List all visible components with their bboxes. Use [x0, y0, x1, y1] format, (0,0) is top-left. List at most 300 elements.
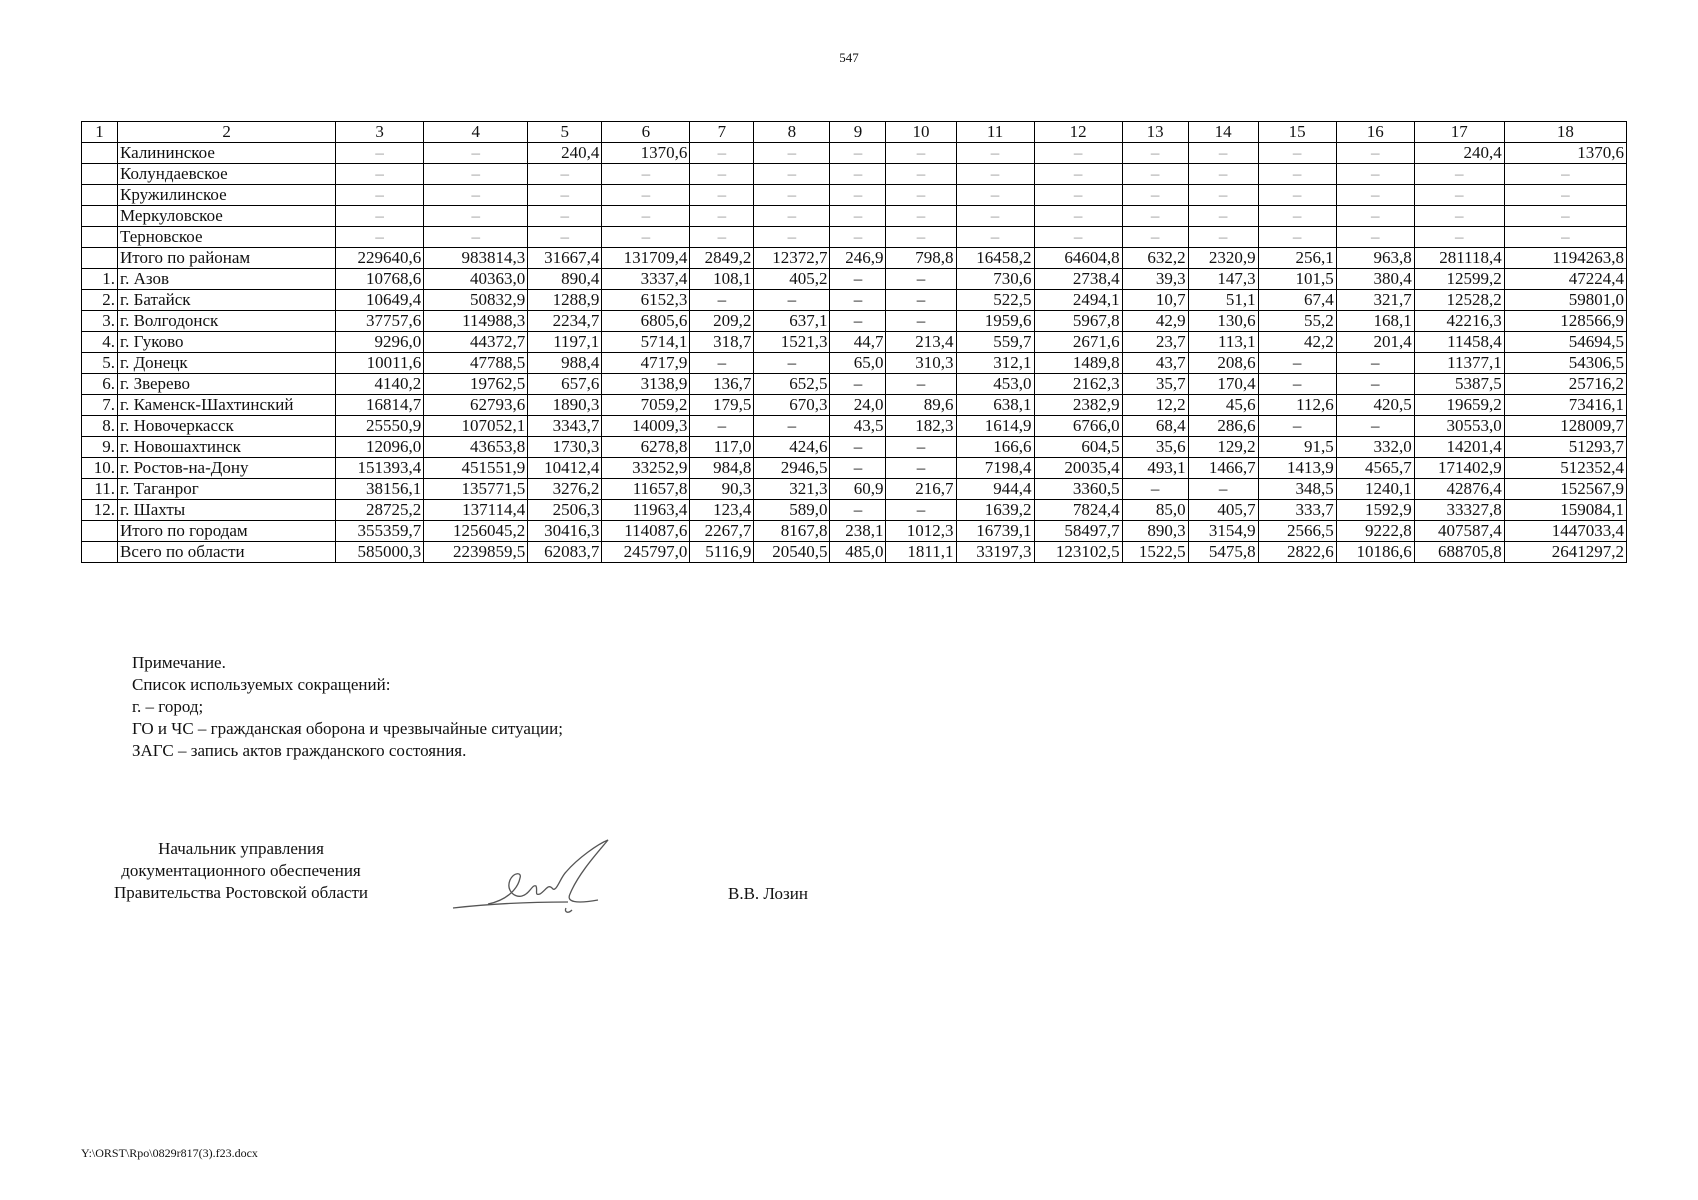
value-cell: 240,4 [528, 143, 602, 164]
row-number: 12. [82, 500, 118, 521]
value-cell: – [690, 164, 754, 185]
value-cell: – [886, 437, 956, 458]
value-cell: 42216,3 [1414, 311, 1504, 332]
value-cell: 333,7 [1258, 500, 1336, 521]
value-cell: 10768,6 [336, 269, 424, 290]
column-number: 6 [602, 122, 690, 143]
column-number: 3 [336, 122, 424, 143]
value-cell: – [886, 206, 956, 227]
value-cell: 19762,5 [424, 374, 528, 395]
value-cell: – [1336, 227, 1414, 248]
value-cell: 12599,2 [1414, 269, 1504, 290]
value-cell: 245797,0 [602, 542, 690, 563]
value-cell: – [1336, 164, 1414, 185]
value-cell: 170,4 [1188, 374, 1258, 395]
value-cell: 42,9 [1122, 311, 1188, 332]
value-cell: – [1504, 227, 1626, 248]
value-cell: 45,6 [1188, 395, 1258, 416]
row-name: г. Батайск [118, 290, 336, 311]
value-cell: – [1034, 143, 1122, 164]
value-cell: 43653,8 [424, 437, 528, 458]
value-cell: 10412,4 [528, 458, 602, 479]
column-number: 5 [528, 122, 602, 143]
value-cell: 246,9 [830, 248, 886, 269]
value-cell: 3138,9 [602, 374, 690, 395]
value-cell: 128566,9 [1504, 311, 1626, 332]
value-cell: 12372,7 [754, 248, 830, 269]
value-cell: 890,3 [1122, 521, 1188, 542]
value-cell: 240,4 [1414, 143, 1504, 164]
value-cell: – [830, 143, 886, 164]
value-cell: 451551,9 [424, 458, 528, 479]
position-line: документационного обеспечения [121, 861, 361, 880]
value-cell: 136,7 [690, 374, 754, 395]
value-cell: 688705,8 [1414, 542, 1504, 563]
value-cell: 984,8 [690, 458, 754, 479]
value-cell: 2641297,2 [1504, 542, 1626, 563]
row-number [82, 185, 118, 206]
value-cell: 637,1 [754, 311, 830, 332]
value-cell: 4140,2 [336, 374, 424, 395]
value-cell: – [754, 290, 830, 311]
column-number: 7 [690, 122, 754, 143]
value-cell: 108,1 [690, 269, 754, 290]
table-row [82, 290, 1627, 311]
value-cell: – [830, 164, 886, 185]
column-number: 1 [82, 122, 118, 143]
value-cell: – [956, 227, 1034, 248]
value-cell: 2239859,5 [424, 542, 528, 563]
value-cell: 62083,7 [528, 542, 602, 563]
table-row [82, 164, 1627, 185]
value-cell: 123102,5 [1034, 542, 1122, 563]
row-number: 6. [82, 374, 118, 395]
value-cell: 10186,6 [1336, 542, 1414, 563]
value-cell: – [1122, 206, 1188, 227]
table-row [82, 248, 1627, 269]
value-cell: 58497,7 [1034, 521, 1122, 542]
value-cell: 64604,8 [1034, 248, 1122, 269]
value-cell: – [956, 185, 1034, 206]
row-number [82, 542, 118, 563]
value-cell: 28725,2 [336, 500, 424, 521]
table-row [82, 269, 1627, 290]
value-cell: 130,6 [1188, 311, 1258, 332]
value-cell: 35,7 [1122, 374, 1188, 395]
data-table [81, 121, 1627, 563]
value-cell: 51,1 [1188, 290, 1258, 311]
value-cell: – [424, 164, 528, 185]
column-number: 10 [886, 122, 956, 143]
value-cell: 44372,7 [424, 332, 528, 353]
value-cell: 33197,3 [956, 542, 1034, 563]
value-cell: – [1258, 374, 1336, 395]
position-line: Правительства Ростовской области [114, 883, 368, 902]
value-cell: – [602, 164, 690, 185]
value-cell: 14201,4 [1414, 437, 1504, 458]
value-cell: 3343,7 [528, 416, 602, 437]
value-cell: 50832,9 [424, 290, 528, 311]
value-cell: 522,5 [956, 290, 1034, 311]
value-cell: 1197,1 [528, 332, 602, 353]
value-cell: 1370,6 [1504, 143, 1626, 164]
value-cell: – [1122, 479, 1188, 500]
signatory-position [81, 838, 401, 904]
value-cell: 14009,3 [602, 416, 690, 437]
value-cell: 890,4 [528, 269, 602, 290]
value-cell: 11963,4 [602, 500, 690, 521]
row-number: 7. [82, 395, 118, 416]
value-cell: 42,2 [1258, 332, 1336, 353]
value-cell: – [1336, 143, 1414, 164]
value-cell: 47788,5 [424, 353, 528, 374]
value-cell: 43,5 [830, 416, 886, 437]
value-cell: 5967,8 [1034, 311, 1122, 332]
value-cell: 380,4 [1336, 269, 1414, 290]
value-cell: 2320,9 [1188, 248, 1258, 269]
value-cell: 60,9 [830, 479, 886, 500]
value-cell: – [754, 416, 830, 437]
value-cell: – [754, 143, 830, 164]
value-cell: – [602, 206, 690, 227]
value-cell: 1730,3 [528, 437, 602, 458]
value-cell: – [886, 458, 956, 479]
value-cell: 988,4 [528, 353, 602, 374]
value-cell: – [690, 353, 754, 374]
value-cell: 42876,4 [1414, 479, 1504, 500]
value-cell: 62793,6 [424, 395, 528, 416]
row-number [82, 227, 118, 248]
value-cell: – [690, 416, 754, 437]
column-number: 14 [1188, 122, 1258, 143]
row-number: 11. [82, 479, 118, 500]
value-cell: 332,0 [1336, 437, 1414, 458]
value-cell: – [336, 206, 424, 227]
value-cell: – [1504, 206, 1626, 227]
table-row [82, 332, 1627, 353]
value-cell: – [1188, 206, 1258, 227]
value-cell: 11657,8 [602, 479, 690, 500]
row-name: г. Донецк [118, 353, 336, 374]
table-row [82, 479, 1627, 500]
value-cell: 35,6 [1122, 437, 1188, 458]
value-cell: – [1258, 416, 1336, 437]
value-cell: 348,5 [1258, 479, 1336, 500]
value-cell: – [1258, 206, 1336, 227]
value-cell: – [1034, 185, 1122, 206]
value-cell: – [1258, 353, 1336, 374]
value-cell: – [336, 185, 424, 206]
notes [132, 652, 563, 762]
value-cell: 310,3 [886, 353, 956, 374]
value-cell: 3360,5 [1034, 479, 1122, 500]
value-cell: 213,4 [886, 332, 956, 353]
value-cell: – [886, 500, 956, 521]
value-cell: 1959,6 [956, 311, 1034, 332]
value-cell: – [830, 437, 886, 458]
row-name: г. Новошахтинск [118, 437, 336, 458]
value-cell: 632,2 [1122, 248, 1188, 269]
value-cell: – [1188, 479, 1258, 500]
value-cell: 2822,6 [1258, 542, 1336, 563]
value-cell: – [956, 206, 1034, 227]
row-name: г. Новочеркасск [118, 416, 336, 437]
value-cell: 1614,9 [956, 416, 1034, 437]
table-row [82, 374, 1627, 395]
value-cell: 33327,8 [1414, 500, 1504, 521]
value-cell: 54694,5 [1504, 332, 1626, 353]
value-cell: 2382,9 [1034, 395, 1122, 416]
value-cell: 171402,9 [1414, 458, 1504, 479]
value-cell: – [886, 269, 956, 290]
value-cell: 65,0 [830, 353, 886, 374]
value-cell: 11458,4 [1414, 332, 1504, 353]
value-cell: 1256045,2 [424, 521, 528, 542]
value-cell: 37757,6 [336, 311, 424, 332]
abbrev-title: Список используемых сокращений: [132, 675, 391, 694]
value-cell: 963,8 [1336, 248, 1414, 269]
value-cell: 559,7 [956, 332, 1034, 353]
value-cell: 33252,9 [602, 458, 690, 479]
value-cell: 798,8 [886, 248, 956, 269]
value-cell: – [956, 143, 1034, 164]
column-number: 13 [1122, 122, 1188, 143]
value-cell: 40363,0 [424, 269, 528, 290]
value-cell: 2738,4 [1034, 269, 1122, 290]
table-row [82, 395, 1627, 416]
value-cell: 2946,5 [754, 458, 830, 479]
note-line: ЗАГС – запись актов гражданского состояния. [132, 741, 467, 760]
value-cell: 113,1 [1188, 332, 1258, 353]
value-cell: – [602, 185, 690, 206]
value-cell: – [886, 143, 956, 164]
value-cell: 151393,4 [336, 458, 424, 479]
value-cell: 405,2 [754, 269, 830, 290]
value-cell: 1489,8 [1034, 353, 1122, 374]
row-number: 8. [82, 416, 118, 437]
row-number: 5. [82, 353, 118, 374]
value-cell: 91,5 [1258, 437, 1336, 458]
position-line: Начальник управления [158, 839, 324, 858]
value-cell: 182,3 [886, 416, 956, 437]
value-cell: 424,6 [754, 437, 830, 458]
value-cell: – [830, 500, 886, 521]
value-cell: 1240,1 [1336, 479, 1414, 500]
column-number: 11 [956, 122, 1034, 143]
row-number: 2. [82, 290, 118, 311]
value-cell: 117,0 [690, 437, 754, 458]
value-cell: 4565,7 [1336, 458, 1414, 479]
table-row [82, 416, 1627, 437]
value-cell: – [1504, 185, 1626, 206]
value-cell: – [830, 227, 886, 248]
value-cell: 5475,8 [1188, 542, 1258, 563]
value-cell: 16814,7 [336, 395, 424, 416]
value-cell: 59801,0 [1504, 290, 1626, 311]
value-cell: 1639,2 [956, 500, 1034, 521]
value-cell: 6152,3 [602, 290, 690, 311]
table-row [82, 353, 1627, 374]
value-cell: 944,4 [956, 479, 1034, 500]
row-name: г. Волгодонск [118, 311, 336, 332]
table-row [82, 542, 1627, 563]
value-cell: – [336, 143, 424, 164]
note-line: ГО и ЧС – гражданская оборона и чрезвычайные ситуации; [132, 719, 563, 738]
value-cell: 131709,4 [602, 248, 690, 269]
column-number: 18 [1504, 122, 1626, 143]
value-cell: 25716,2 [1504, 374, 1626, 395]
value-cell: 512352,4 [1504, 458, 1626, 479]
row-name: Итого по районам [118, 248, 336, 269]
value-cell: 6766,0 [1034, 416, 1122, 437]
value-cell: 1890,3 [528, 395, 602, 416]
value-cell: 8167,8 [754, 521, 830, 542]
value-cell: – [754, 206, 830, 227]
value-cell: 1012,3 [886, 521, 956, 542]
value-cell: 321,7 [1336, 290, 1414, 311]
value-cell: 12528,2 [1414, 290, 1504, 311]
value-cell: 11377,1 [1414, 353, 1504, 374]
value-cell: 1413,9 [1258, 458, 1336, 479]
value-cell: – [424, 227, 528, 248]
signer-name: В.В. Лозин [728, 884, 808, 903]
table-row [82, 437, 1627, 458]
value-cell: 208,6 [1188, 353, 1258, 374]
value-cell: 5116,9 [690, 542, 754, 563]
value-cell: 7198,4 [956, 458, 1034, 479]
value-cell: – [1258, 143, 1336, 164]
value-cell: 137114,4 [424, 500, 528, 521]
value-cell: 89,6 [886, 395, 956, 416]
table-row [82, 458, 1627, 479]
file-path: Y:\ORST\Rpo\0829r817(3).f23.docx [81, 1146, 258, 1160]
value-cell: 407587,4 [1414, 521, 1504, 542]
value-cell: – [886, 164, 956, 185]
value-cell: – [1122, 185, 1188, 206]
value-cell: 604,5 [1034, 437, 1122, 458]
value-cell: – [1188, 185, 1258, 206]
row-name: г. Зверево [118, 374, 336, 395]
value-cell: 38156,1 [336, 479, 424, 500]
value-cell: 2494,1 [1034, 290, 1122, 311]
value-cell: 30416,3 [528, 521, 602, 542]
row-name: Колундаевское [118, 164, 336, 185]
value-cell: 1811,1 [886, 542, 956, 563]
value-cell: – [1034, 227, 1122, 248]
column-number: 17 [1414, 122, 1504, 143]
value-cell: 3154,9 [1188, 521, 1258, 542]
row-name: г. Таганрог [118, 479, 336, 500]
value-cell: – [336, 164, 424, 185]
table-row [82, 521, 1627, 542]
value-cell: 12,2 [1122, 395, 1188, 416]
value-cell: – [1258, 227, 1336, 248]
value-cell: – [1258, 164, 1336, 185]
value-cell: 12096,0 [336, 437, 424, 458]
value-cell: 589,0 [754, 500, 830, 521]
value-cell: 123,4 [690, 500, 754, 521]
row-number: 9. [82, 437, 118, 458]
value-cell: 168,1 [1336, 311, 1414, 332]
value-cell: 43,7 [1122, 353, 1188, 374]
value-cell: 166,6 [956, 437, 1034, 458]
row-number [82, 143, 118, 164]
value-cell: 23,7 [1122, 332, 1188, 353]
value-cell: – [830, 458, 886, 479]
value-cell: 20035,4 [1034, 458, 1122, 479]
value-cell: 1194263,8 [1504, 248, 1626, 269]
column-number: 12 [1034, 122, 1122, 143]
value-cell: – [690, 143, 754, 164]
value-cell: 4717,9 [602, 353, 690, 374]
row-number: 4. [82, 332, 118, 353]
value-cell: 420,5 [1336, 395, 1414, 416]
value-cell: – [886, 311, 956, 332]
row-number [82, 164, 118, 185]
value-cell: – [1336, 416, 1414, 437]
value-cell: 1370,6 [602, 143, 690, 164]
value-cell: 114087,6 [602, 521, 690, 542]
value-cell: 114988,3 [424, 311, 528, 332]
value-cell: – [830, 290, 886, 311]
value-cell: 216,7 [886, 479, 956, 500]
value-cell: – [424, 143, 528, 164]
value-cell: – [1188, 227, 1258, 248]
value-cell: 10649,4 [336, 290, 424, 311]
table-row [82, 227, 1627, 248]
value-cell: – [754, 185, 830, 206]
value-cell: – [1336, 374, 1414, 395]
value-cell: – [528, 227, 602, 248]
value-cell: 107052,1 [424, 416, 528, 437]
value-cell: – [754, 353, 830, 374]
value-cell: 10011,6 [336, 353, 424, 374]
row-name: г. Ростов-на-Дону [118, 458, 336, 479]
value-cell: 286,6 [1188, 416, 1258, 437]
value-cell: 135771,5 [424, 479, 528, 500]
value-cell: – [754, 227, 830, 248]
value-cell: 1466,7 [1188, 458, 1258, 479]
value-cell: – [424, 185, 528, 206]
value-cell: 638,1 [956, 395, 1034, 416]
table-row [82, 185, 1627, 206]
note-line: г. – город; [132, 697, 204, 716]
value-cell: – [1188, 143, 1258, 164]
value-cell: 16739,1 [956, 521, 1034, 542]
value-cell: 281118,4 [1414, 248, 1504, 269]
value-cell: 147,3 [1188, 269, 1258, 290]
value-cell: 159084,1 [1504, 500, 1626, 521]
row-number [82, 248, 118, 269]
value-cell: 321,3 [754, 479, 830, 500]
value-cell: 2267,7 [690, 521, 754, 542]
value-cell: 318,7 [690, 332, 754, 353]
page-number: 547 [839, 50, 859, 65]
value-cell: 25550,9 [336, 416, 424, 437]
value-cell: – [830, 311, 886, 332]
value-cell: 652,5 [754, 374, 830, 395]
value-cell: 2506,3 [528, 500, 602, 521]
value-cell: 179,5 [690, 395, 754, 416]
row-number: 3. [82, 311, 118, 332]
value-cell: – [886, 185, 956, 206]
value-cell: 3337,4 [602, 269, 690, 290]
column-number: 4 [424, 122, 528, 143]
value-cell: – [886, 227, 956, 248]
handwritten-signature [448, 838, 648, 918]
value-cell: – [886, 374, 956, 395]
value-cell: 1447033,4 [1504, 521, 1626, 542]
